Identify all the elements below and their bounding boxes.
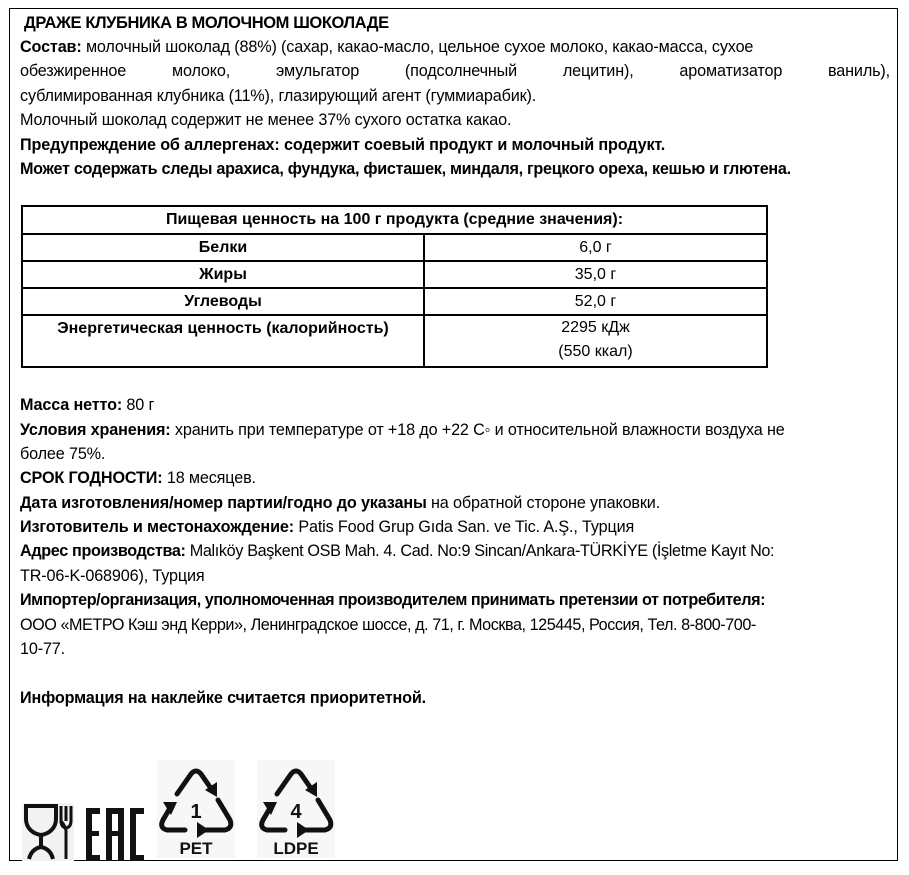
manufacturer [20, 517, 890, 537]
table-row [22, 261, 767, 288]
recycle-number: 4 [290, 801, 302, 823]
recycle-pet-icon [155, 760, 237, 858]
allergen-warning: Предупреждение об аллергенах: содержит соевый продукт и молочный продукт. [20, 136, 666, 154]
shelf-life [20, 468, 890, 488]
nutrition-table [21, 205, 768, 368]
production-address-line-2: TR-06-K-068906), Турция [20, 567, 205, 585]
nutrient-value [424, 315, 767, 367]
table-row [22, 315, 767, 367]
importer-line-1: ООО «МЕТРО Кэш энд Керри», Ленинградское шоссе, д. 71, г. Москва, 125445, Россия, Тел. 8-800-700- [20, 616, 756, 634]
production-date-value: на обратной стороне упаковки. [426, 494, 661, 512]
nutrition-table-header-row [22, 206, 767, 234]
nutrition-table-header: Пищевая ценность на 100 г продукта (средние значения): [22, 206, 767, 234]
manufacturer-label: Изготовитель и местонахождение: [20, 518, 294, 536]
recycle-code: LDPE [273, 839, 319, 858]
composition-line-3: сублимированная клубника (11%), глазирующий агент (гуммиарабик). [20, 87, 537, 105]
production-date-label: Дата изготовления/номер партии/годно до указаны [20, 494, 427, 512]
importer-line-2: 10-77. [20, 640, 65, 658]
product-title: ДРАЖЕ КЛУБНИКА В МОЛОЧНОМ ШОКОЛАДЕ [24, 14, 389, 32]
nutrient-label: Углеводы [22, 288, 424, 315]
energy-kcal: (550 ккал) [558, 343, 633, 360]
nutrient-label: Энергетическая ценность (калорийность) [22, 315, 424, 367]
eac-mark-icon [86, 808, 144, 861]
shelf-life-value: 18 месяцев. [162, 469, 256, 487]
storage-line-1 [20, 420, 890, 440]
certification-icons [20, 755, 360, 861]
composition-text-1: молочный шоколад (88%) (сахар, какао-масло, цельное сухое молоко, какао-масса, сухое [81, 38, 754, 56]
composition-line-2: обезжиренное молоко, эмульгатор (подсолнечный лецитин), ароматизатор ваниль), [20, 62, 890, 80]
shelf-life-label: СРОК ГОДНОСТИ: [20, 469, 163, 487]
composition-label: Состав: [20, 38, 82, 56]
net-mass-label: Масса нетто: [20, 396, 123, 414]
energy-kj: 2295 кДж [561, 319, 630, 336]
manufacturer-value: Patis Food Grup Gıda San. ve Tic. A.Ş., Турция [293, 518, 635, 536]
sticker-note: Информация на наклейке считается приоритетной. [20, 689, 427, 707]
production-address-value-1: Malıköy Başkent OSB Mah. 4. Cad. No:9 Sincan/Ankara-TÜRKİYE (İşletme Kayıt No: [185, 542, 775, 560]
production-date [20, 493, 890, 513]
composition-line-1 [20, 37, 890, 57]
recycle-ldpe-icon [255, 760, 337, 858]
nutrient-value: 35,0 г [424, 261, 767, 288]
nutrient-label: Белки [22, 234, 424, 261]
may-contain: Может содержать следы арахиса, фундука, фисташек, миндаля, грецкого ореха, кешью и глютена. [20, 160, 791, 178]
nutrient-value: 52,0 г [424, 288, 767, 315]
nutrient-value: 6,0 г [424, 234, 767, 261]
storage-label: Условия хранения: [20, 421, 171, 439]
cocoa-note: Молочный шоколад содержит не менее 37% сухого остатка какао. [20, 111, 512, 129]
storage-value-1: хранить при температуре от +18 до +22 С◦ и относительной влажности воздуха не [170, 421, 785, 439]
production-address-line-1 [20, 541, 890, 561]
recycle-number: 1 [190, 801, 202, 823]
net-mass-value: 80 г [122, 396, 155, 414]
production-address-label: Адрес производства: [20, 542, 186, 560]
storage-line-2: более 75%. [20, 445, 106, 463]
table-row [22, 234, 767, 261]
nutrient-label: Жиры [22, 261, 424, 288]
table-row [22, 288, 767, 315]
net-mass [20, 395, 890, 415]
recycle-code: PET [179, 839, 213, 858]
importer-label: Импортер/организация, уполномоченная производителем принимать претензии от потребителя: [20, 591, 766, 609]
food-contact-glass-fork-icon [22, 803, 74, 861]
